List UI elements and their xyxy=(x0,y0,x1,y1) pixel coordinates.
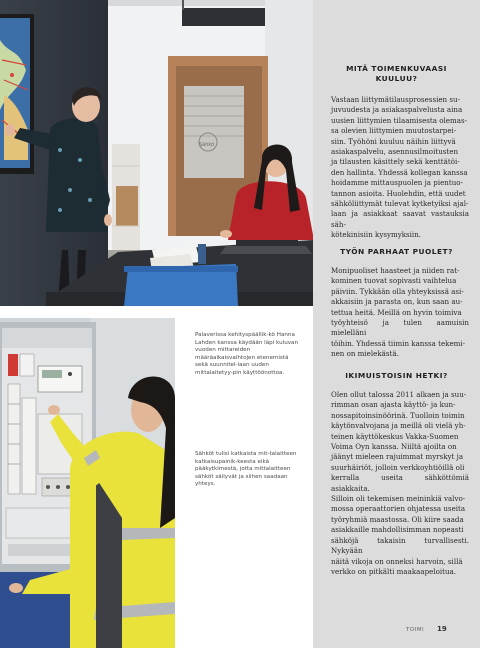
section-text-memory: Olen ollut talossa 2011 alkaen ja suu- rimman osan ajasta käyttö- ja kun- nossapitoinsinöörinä. Tuolloin toimin käytönvalvojana ja meillä oli vielä yh- teinen käyttökeskus Vakka-Suomen Voima Oyn kanssa. Niiltä ajoilta on jäänyt mieleen rajuimmat myrskyt ja suurhäiriöt, jolloin verkkoyhtiöillä oli kerralla useita sähköttömiä asiakkaita. Silloin oli tekemisen meininkiä valvo- mossa operaattorien ohjatessa useita työryhmiä maastossa. Oli kiire saada asiakkaille mahdollisimman nopeasti sähköjä takaisin turvallisesti. Nykyään näitä vikoja on onneksi harvoin, sillä verkko on pitkälti maakaapeloitua. xyxy=(331,390,469,576)
section-text-role: Vastaan liittymätilausprosessien su- juvuudesta ja asiakaspalvelusta aina uusien liittymien tilaamisesta olemas- sa olevien liittymien muutostarpei- siin. Työhöni kuuluu näihin liittyvä asiakaspalvelu, asennusilmoitusten ja tilausten käsittely sekä kenttätöi- den hallinta. Yhdessä kollegan kanssa hoidamme mittauspuolen ja pientuo- tannon asioita. Huolehdin, että uudet sähköliittymät tulevat kytketyiksi ajal- laan ja asiakkaat saavat vastauksia säh- kötekinisiin kysymyksiin. xyxy=(331,95,469,240)
interview-column xyxy=(313,0,480,648)
office-sign-text: Sähkö xyxy=(199,142,215,148)
section-text-best: Monipuoliset haasteet ja niiden rat- kominen tuovat sopivasti vaihtelua päiviin. Tykkään olla yhteyksissä asi- akkaisiin ja parasta on, kun saan au- tettua heitä. Meillä on hyvin toimiva työyhteisö ja tulen aamuisin mielelläni töihin. Yhdessä tiimin kanssa tekemi- nen on mielekästä. xyxy=(331,266,469,359)
office-meeting-photo xyxy=(0,0,313,306)
caption-meeting: Palaverissa kehityspäällik-kö Hanna Lahden kanssa käydään läpi kuluvan vuoden mittareiden määräaikaisvaihtojen etenemistä sekä suunnitel-laan uuden mittalaitetyy-pin käyttöönottoa. xyxy=(195,332,299,376)
magazine-name: TOIMI xyxy=(406,627,425,633)
section-heading-best: TYÖN PARHAAT PUOLET? xyxy=(340,247,453,256)
page-number: 19 xyxy=(437,625,447,633)
caption-cabinet: Sähköt tulisi katkaista mit-talaitteen katkaisupainik-keesta eikä pääkytkimestä, jotta mittalaitteen sähköt säilyvät ja siihen saadaan yhteys. xyxy=(195,451,297,488)
meter-cabinet-photo xyxy=(0,318,175,648)
section-heading-memory: IKIMUISTOISIN HETKI? xyxy=(345,371,448,380)
section-heading-role: MITÄ TOIMENKUVAASI KUULUU? xyxy=(346,64,447,83)
